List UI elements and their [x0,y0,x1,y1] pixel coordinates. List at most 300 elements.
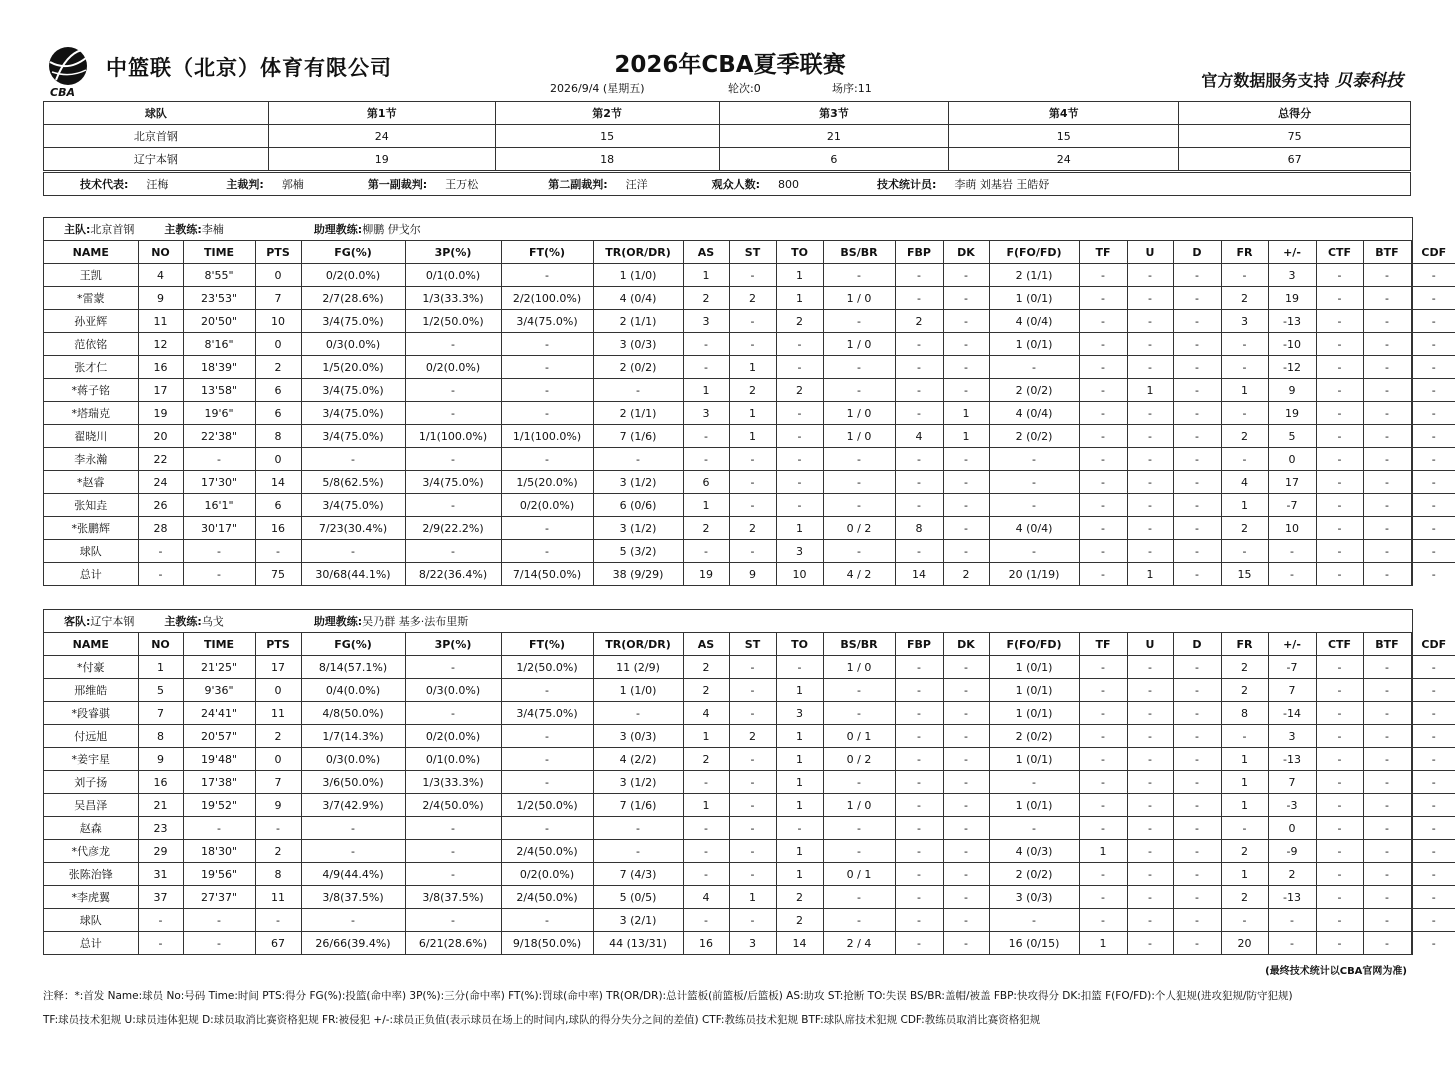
stat-cell: 1 [729,886,776,909]
scoreboard-cell: 6 [719,148,949,171]
stat-cell: 1/7(14.3%) [301,725,405,748]
player-row [44,517,1455,540]
stat-cell: - [1079,540,1127,563]
stat-cell: - [1411,725,1455,748]
stat-cell: - [895,794,943,817]
stat-cell: 8 [255,863,301,886]
stat-cell: - [255,540,301,563]
stat-cell: 1 [776,287,823,310]
stat-cell: - [823,540,895,563]
stat-cell: 6 (0/6) [593,494,683,517]
stat-cell: 1 [943,402,989,425]
stat-cell: - [1363,840,1411,863]
stat-cell: - [683,863,729,886]
stat-cell: 2 [895,310,943,333]
stat-cell: 8 [138,725,183,748]
column-header: D [1173,633,1221,656]
stat-cell: 20'57" [183,725,255,748]
stat-cell: - [1268,932,1316,955]
stat-cell: 22 [138,448,183,471]
stat-cell: 1 [776,794,823,817]
official-item: 技术代表: 汪梅 [80,178,169,191]
stat-cell: - [823,471,895,494]
stat-cell: 4 (0/4) [989,310,1079,333]
player-name: *代彦龙 [44,840,138,863]
stat-cell: 1/2(50.0%) [501,656,593,679]
stat-cell: - [501,771,593,794]
stat-cell: - [1411,909,1455,932]
stat-cell: - [943,771,989,794]
player-row [44,356,1455,379]
stat-cell: 1/5(20.0%) [301,356,405,379]
column-header: FG(%) [301,633,405,656]
stat-cell: 4 [895,425,943,448]
stat-cell: - [183,909,255,932]
stat-cell: 17'38" [183,771,255,794]
stat-cell: - [1079,356,1127,379]
player-row [44,725,1455,748]
stat-cell: 2 [943,563,989,586]
stat-cell: 20 [138,425,183,448]
stat-cell: - [729,702,776,725]
stat-cell: 1/3(33.3%) [405,287,501,310]
stat-cell: - [405,909,501,932]
stat-cell: - [301,448,405,471]
stat-cell: - [138,540,183,563]
stat-cell: 2 (0/2) [989,725,1079,748]
scoreboard-cell: 15 [495,125,719,148]
player-row [44,540,1455,563]
column-header: 3P(%) [405,241,501,264]
stat-cell: 2/7(28.6%) [301,287,405,310]
stats-header-row [44,241,1455,264]
stat-cell: - [1173,540,1221,563]
stat-cell: - [895,264,943,287]
stat-cell: 67 [255,932,301,955]
stat-cell: - [501,725,593,748]
stat-cell: -9 [1268,840,1316,863]
stat-cell: 7 [255,287,301,310]
stat-cell: - [1363,333,1411,356]
stat-cell: - [1316,540,1363,563]
stat-cell: - [1127,909,1173,932]
stat-cell: 26 [138,494,183,517]
column-header: DK [943,633,989,656]
stat-cell: - [1173,817,1221,840]
stat-cell: - [1316,402,1363,425]
stat-cell: - [776,471,823,494]
stat-cell: 19 [1268,287,1316,310]
stat-cell: 7 (1/6) [593,425,683,448]
scoreboard-header-cell: 总得分 [1179,102,1411,125]
stat-cell: - [501,333,593,356]
stat-cell: 3 (1/2) [593,517,683,540]
stat-cell: 0 / 1 [823,725,895,748]
stat-cell: - [1173,932,1221,955]
stat-cell: 23'53" [183,287,255,310]
stat-cell: - [895,863,943,886]
stat-cell: - [1127,679,1173,702]
stat-cell: - [1411,425,1455,448]
stat-cell: 6/21(28.6%) [405,932,501,955]
stat-cell: -14 [1268,702,1316,725]
column-header: TO [776,633,823,656]
player-name: 总计 [44,563,138,586]
stat-cell: - [1127,494,1173,517]
stat-cell: - [895,540,943,563]
stat-cell: - [1316,932,1363,955]
stat-cell: -13 [1268,886,1316,909]
column-header: FT(%) [501,633,593,656]
stat-cell: 1 / 0 [823,425,895,448]
column-header: FG(%) [301,241,405,264]
stat-cell: - [1173,333,1221,356]
stat-cell: 6 [683,471,729,494]
stat-cell: - [1127,702,1173,725]
player-name: 张知垚 [44,494,138,517]
stat-cell: 7 [1268,771,1316,794]
stat-cell: - [1411,840,1455,863]
stat-cell: - [1316,725,1363,748]
stat-cell: - [1127,748,1173,771]
stat-cell: - [989,448,1079,471]
stat-cell: - [1316,333,1363,356]
stat-cell: - [1316,310,1363,333]
stat-cell: 1 [138,656,183,679]
stat-cell: - [1363,563,1411,586]
stat-cell: 27'37" [183,886,255,909]
stat-cell: 1 (0/1) [989,679,1079,702]
stat-cell: - [1173,402,1221,425]
stat-cell: 4 [683,886,729,909]
stat-cell: - [1127,287,1173,310]
stat-cell: - [1079,863,1127,886]
stat-cell: 16 (0/15) [989,932,1079,955]
stat-cell: - [1079,817,1127,840]
stat-cell: - [943,379,989,402]
column-header: BS/BR [823,633,895,656]
stat-cell: - [1363,679,1411,702]
stat-cell: 2 [1268,863,1316,886]
stat-cell: - [895,771,943,794]
player-row [44,771,1455,794]
stat-cell: - [729,471,776,494]
data-support [1201,66,1403,91]
stat-cell: - [1411,863,1455,886]
stat-cell: - [1221,725,1268,748]
stat-cell: 1/2(50.0%) [501,794,593,817]
stat-cell: 8/14(57.1%) [301,656,405,679]
stat-cell: 11 [255,886,301,909]
player-row [44,264,1455,287]
stat-cell: 8 [255,425,301,448]
stat-cell: - [1127,448,1173,471]
logo-text: CBA [50,86,75,99]
scoreboard-cell: 19 [268,148,495,171]
stat-cell: - [1411,656,1455,679]
stat-cell: 2 [776,379,823,402]
stat-cell: - [895,448,943,471]
column-header: NAME [44,633,138,656]
stat-cell: 4 (2/2) [593,748,683,771]
column-header: CTF [1316,241,1363,264]
stat-cell: - [405,656,501,679]
stat-cell: - [301,909,405,932]
stat-cell: 4/8(50.0%) [301,702,405,725]
stat-cell: 21 [138,794,183,817]
stat-cell: 19 [1268,402,1316,425]
stat-cell: - [1363,448,1411,471]
stat-cell: 1 [683,379,729,402]
stat-cell: - [1173,356,1221,379]
stat-cell: - [1363,494,1411,517]
stat-cell: - [729,794,776,817]
stat-cell: 3 [683,310,729,333]
stat-cell: - [1221,333,1268,356]
stat-cell: 4 (0/4) [989,517,1079,540]
column-header: BTF [1363,633,1411,656]
stat-cell: - [405,402,501,425]
player-name: 王凯 [44,264,138,287]
player-name: 翟晓川 [44,425,138,448]
stat-cell: - [1173,517,1221,540]
column-header: ST [729,633,776,656]
stat-cell: - [943,540,989,563]
stat-cell: - [729,840,776,863]
stat-cell: 2/9(22.2%) [405,517,501,540]
stat-cell: - [1173,840,1221,863]
stat-cell: - [1127,264,1173,287]
stat-cell: - [989,540,1079,563]
stat-cell: - [501,379,593,402]
stat-cell: - [183,448,255,471]
stat-cell: - [895,886,943,909]
stat-cell: 18'39" [183,356,255,379]
stat-cell: 0/2(0.0%) [301,264,405,287]
stat-cell: 2 [729,725,776,748]
stat-cell: - [1363,402,1411,425]
stat-cell: 3 (2/1) [593,909,683,932]
player-row [44,886,1455,909]
stat-cell: - [823,886,895,909]
stat-cell: 2 (0/2) [989,425,1079,448]
stat-cell: - [895,840,943,863]
column-header: DK [943,241,989,264]
stat-cell: 2/4(50.0%) [501,840,593,863]
home-stats-table [44,241,1455,585]
stat-cell: - [729,748,776,771]
stat-cell: - [1127,771,1173,794]
stat-cell: 2 [729,379,776,402]
scoreboard-cell: 辽宁本钢 [44,148,269,171]
stat-cell: 3 [729,932,776,955]
stat-cell: 3/4(75.0%) [501,310,593,333]
player-name: *李虎翼 [44,886,138,909]
stat-cell: - [683,356,729,379]
stat-cell: - [1079,725,1127,748]
stat-cell: 14 [895,563,943,586]
column-header: AS [683,241,729,264]
column-header: FR [1221,241,1268,264]
stat-cell: - [1079,563,1127,586]
stat-cell: - [1079,771,1127,794]
stat-cell: - [1221,817,1268,840]
stat-cell: 2 [683,679,729,702]
stat-cell: - [1079,679,1127,702]
stat-cell: - [1079,287,1127,310]
stat-cell: 29 [138,840,183,863]
stat-cell: 7 (4/3) [593,863,683,886]
stat-cell: 0/3(0.0%) [301,333,405,356]
column-header: BTF [1363,241,1411,264]
stat-cell: - [1173,494,1221,517]
stat-cell: - [683,817,729,840]
stat-cell: 2 [255,840,301,863]
stat-cell: 8'16" [183,333,255,356]
stat-cell: 19'6" [183,402,255,425]
stat-cell: - [405,863,501,886]
stat-cell: - [1411,679,1455,702]
stat-cell: 2 [776,310,823,333]
stat-cell: - [895,471,943,494]
stat-cell: - [1127,402,1173,425]
stat-cell: - [776,402,823,425]
stat-cell: - [943,333,989,356]
stat-cell: 1/1(100.0%) [405,425,501,448]
away-team: 客队:辽宁本钢 [64,615,135,628]
stat-cell: 19 [683,563,729,586]
stat-cell: 0 / 2 [823,517,895,540]
stat-cell: 0/2(0.0%) [501,863,593,886]
stat-cell: - [1221,356,1268,379]
scoreboard-header-cell: 第1节 [268,102,495,125]
stat-cell: 19'48" [183,748,255,771]
stat-cell: 2 [1221,840,1268,863]
stat-cell: - [1411,379,1455,402]
stat-cell: - [501,402,593,425]
stat-cell: - [1411,794,1455,817]
stat-cell: 2 [683,517,729,540]
home-coach: 主教练:李楠 [164,223,224,236]
stat-cell: 2 [1221,656,1268,679]
stat-cell: - [1173,264,1221,287]
stat-cell: 17 [255,656,301,679]
stat-cell: 1 [1127,379,1173,402]
stat-cell: 7 [138,702,183,725]
stat-cell: 2 / 4 [823,932,895,955]
stat-cell: 1/3(33.3%) [405,771,501,794]
stat-cell: -7 [1268,656,1316,679]
stat-cell: - [943,656,989,679]
column-header: FR [1221,633,1268,656]
stat-cell: - [823,494,895,517]
scoreboard-cell: 67 [1179,148,1411,171]
stat-cell: 1 [1221,771,1268,794]
stat-cell: - [683,771,729,794]
stat-cell: - [1411,264,1455,287]
stat-cell: 16 [255,517,301,540]
stat-cell: - [1316,563,1363,586]
stat-cell: 14 [776,932,823,955]
stat-cell: 31 [138,863,183,886]
stat-cell: - [1127,817,1173,840]
stat-cell: - [776,425,823,448]
stat-cell: 0 [255,679,301,702]
stat-cell: - [895,909,943,932]
stat-cell: - [1127,333,1173,356]
column-header: 3P(%) [405,633,501,656]
player-name: 吴昌泽 [44,794,138,817]
stat-cell: 0 / 1 [823,863,895,886]
stat-cell: - [405,379,501,402]
stat-cell: 8 [1221,702,1268,725]
scoreboard-cell: 15 [949,125,1179,148]
stat-cell: - [683,909,729,932]
stat-cell: 3 [1268,264,1316,287]
stat-cell: 15 [1221,563,1268,586]
column-header: CTF [1316,633,1363,656]
stat-cell: 8 [895,517,943,540]
stat-cell: -10 [1268,333,1316,356]
stat-cell: - [943,494,989,517]
column-header: TR(OR/DR) [593,633,683,656]
stat-cell: 1/2(50.0%) [405,310,501,333]
stat-cell: - [1079,886,1127,909]
player-name: 付远旭 [44,725,138,748]
official-item: 技术统计员: 李萌 刘基岩 王皓妤 [877,178,1050,191]
column-header: FBP [895,241,943,264]
stat-cell: 3 (1/2) [593,771,683,794]
scoreboard-row [44,148,1411,171]
stat-cell: - [823,909,895,932]
stat-cell: - [823,817,895,840]
stat-cell: 2 (1/1) [989,264,1079,287]
stat-cell: 10 [776,563,823,586]
player-row [44,656,1455,679]
stat-cell: - [1221,909,1268,932]
stat-cell: 0/2(0.0%) [501,494,593,517]
stat-cell: - [405,702,501,725]
player-row [44,310,1455,333]
stat-cell: 2 (0/2) [989,863,1079,886]
player-row [44,840,1455,863]
stat-cell: - [1411,702,1455,725]
stat-cell: 28 [138,517,183,540]
stat-cell: - [989,471,1079,494]
stat-cell: 0 [255,448,301,471]
stat-cell: - [255,909,301,932]
player-row [44,794,1455,817]
stat-cell: 20'50" [183,310,255,333]
stat-cell: 0 [255,748,301,771]
stat-cell: 10 [1268,517,1316,540]
stat-cell: - [729,771,776,794]
stat-cell: - [1363,356,1411,379]
player-row [44,932,1455,955]
stat-cell: 3 [776,540,823,563]
stat-cell: 1 [683,264,729,287]
stat-cell: 1 (0/1) [989,287,1079,310]
stat-cell: - [895,702,943,725]
stat-cell: - [1127,863,1173,886]
stat-cell: - [1411,748,1455,771]
stat-cell: - [823,379,895,402]
stat-cell: - [1411,471,1455,494]
stat-cell: 1 [776,840,823,863]
column-header: F(FO/FD) [989,241,1079,264]
scoreboard-cell: 18 [495,148,719,171]
stat-cell: - [895,402,943,425]
